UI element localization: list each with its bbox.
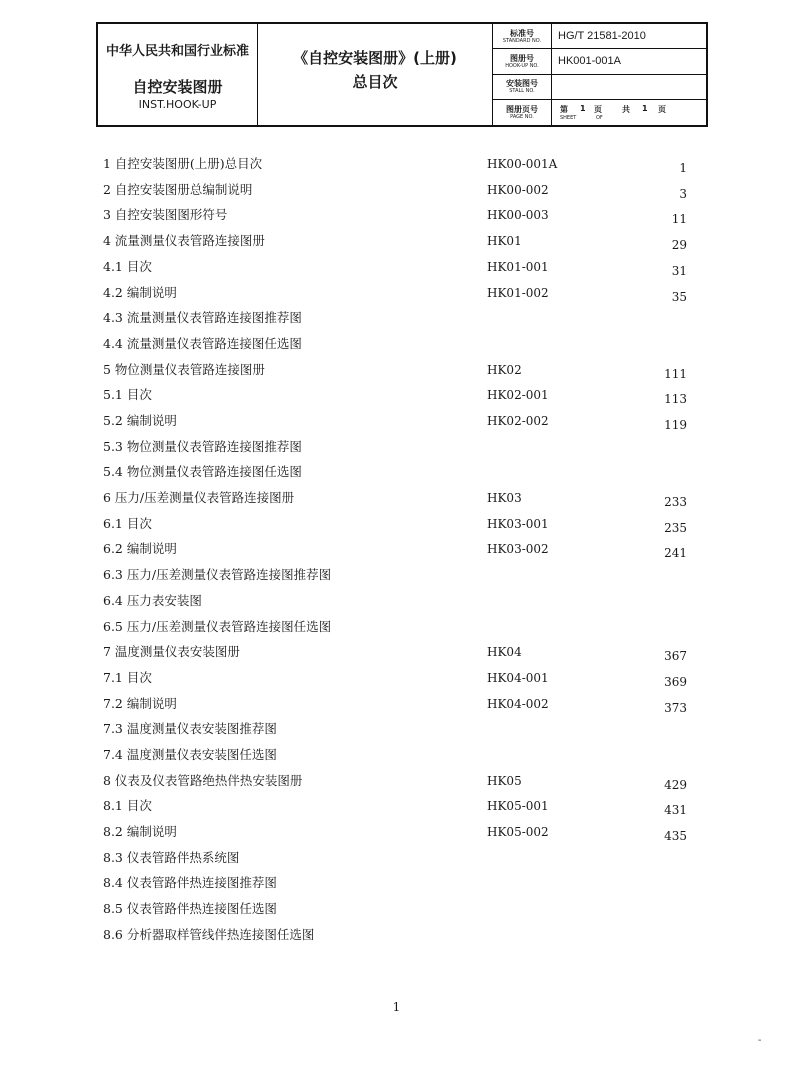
- stall-no-label: 安装图号 STALL NO.: [493, 75, 552, 100]
- toc-entry-title: 6.5 压力/压差测量仪表管路连接图任选图: [103, 619, 332, 634]
- toc-entry-title: 5 物位测量仪表管路连接图册: [103, 362, 265, 377]
- toc-entry-page: 1: [679, 161, 687, 175]
- toc-entry-code: HK02-002: [487, 414, 549, 428]
- toc-entry: [0, 668, 793, 688]
- toc-entry-code: HK00-002: [487, 183, 549, 197]
- toc-entry: [0, 539, 793, 559]
- toc-entry-code: HK01-001: [487, 260, 549, 274]
- series-name-en: INST.HOOK-UP: [138, 98, 217, 111]
- toc-entry-page: 373: [664, 701, 687, 715]
- toc-entry-code: HK01: [487, 234, 522, 248]
- standard-no-label: 标准号 STANDARD NO.: [493, 24, 552, 49]
- org-name: 中华人民共和国行业标准: [105, 44, 249, 59]
- sheet-info: 第 1 页 共 1 页 SHEET OF: [560, 103, 666, 121]
- title-block: [96, 22, 708, 127]
- toc-entry-title: 7 温度测量仪表安装图册: [103, 644, 240, 659]
- toc-entry-title: 4.3 流量测量仪表管路连接图推荐图: [103, 310, 302, 325]
- toc-entry-title: 8.5 仪表管路伴热连接图任选图: [103, 901, 277, 916]
- page-number: 1: [392, 1000, 401, 1014]
- toc-entry-title: 6 压力/压差测量仪表管路连接图册: [103, 490, 295, 505]
- hookup-no-value: HK001-001A: [552, 49, 706, 74]
- toc-entry: [0, 385, 793, 405]
- toc-entry: [0, 462, 793, 482]
- toc-entry-title: 6.1 目次: [103, 516, 152, 531]
- toc-entry: [0, 873, 793, 893]
- toc-entry-code: HK01-002: [487, 286, 549, 300]
- toc-entry-title: 7.3 温度测量仪表安装图推荐图: [103, 721, 277, 736]
- toc-entry-page: 435: [664, 829, 687, 843]
- toc-entry-code: HK03: [487, 491, 522, 505]
- toc-entry-title: 5.4 物位测量仪表管路连接图任选图: [103, 464, 302, 479]
- toc-entry: [0, 925, 793, 945]
- toc-entry: [0, 514, 793, 534]
- toc-entry: [0, 283, 793, 303]
- toc-entry-code: HK02: [487, 363, 522, 377]
- toc-entry-code: HK03-001: [487, 517, 549, 531]
- toc-entry: [0, 617, 793, 637]
- toc-entry: [0, 694, 793, 714]
- toc-entry: [0, 796, 793, 816]
- toc-entry: [0, 180, 793, 200]
- toc-entry: [0, 360, 793, 380]
- toc-entry-title: 5.3 物位测量仪表管路连接图推荐图: [103, 439, 302, 454]
- toc-entry-code: HK04-001: [487, 671, 549, 685]
- toc-entry: [0, 642, 793, 662]
- toc-entry-title: 1 自控安装图册(上册)总目次: [103, 156, 263, 171]
- document-subtitle: 总目次: [352, 73, 398, 91]
- title-block-center: [258, 24, 493, 125]
- toc-entry-title: 4.1 目次: [103, 259, 152, 274]
- toc-entry: [0, 591, 793, 611]
- toc-entry-title: 5.1 目次: [103, 387, 152, 402]
- toc-entry: [0, 899, 793, 919]
- toc-entry-page: 29: [671, 238, 687, 252]
- toc-entry-title: 7.2 编制说明: [103, 696, 177, 711]
- toc-entry-page: 11: [671, 212, 687, 226]
- page-no-label: 图册页号 PAGE NO.: [493, 100, 552, 125]
- document-title: 《自控安装图册》(上册): [293, 49, 457, 67]
- toc-entry-code: HK05-001: [487, 799, 549, 813]
- toc-entry-page: 367: [664, 649, 687, 663]
- toc-entry-page: 233: [664, 495, 687, 509]
- toc-entry-code: HK00-001A: [487, 157, 558, 171]
- toc-entry-code: HK04-002: [487, 697, 549, 711]
- title-block-left: [98, 24, 258, 125]
- toc-entry-title: 2 自控安装图册总编制说明: [103, 182, 253, 197]
- toc-entry-code: HK05: [487, 774, 522, 788]
- toc-entry-title: 8.3 仪表管路伴热系统图: [103, 850, 240, 865]
- toc-entry-title: 4 流量测量仪表管路连接图册: [103, 233, 265, 248]
- corner-mark: -: [758, 1035, 762, 1046]
- toc-entry: [0, 771, 793, 791]
- toc-entry-page: 429: [664, 778, 687, 792]
- toc-entry-code: HK04: [487, 645, 522, 659]
- toc-entry-page: 3: [679, 187, 687, 201]
- toc-entry-title: 8 仪表及仪表管路绝热伴热安装图册: [103, 773, 303, 788]
- toc-entry: [0, 719, 793, 739]
- toc-entry-title: 8.2 编制说明: [103, 824, 177, 839]
- toc-entry-page: 119: [664, 418, 687, 432]
- toc-entry: [0, 205, 793, 225]
- toc-entry-code: HK02-001: [487, 388, 549, 402]
- toc-entry-page: 241: [664, 546, 687, 560]
- toc-entry-title: 4.4 流量测量仪表管路连接图任选图: [103, 336, 302, 351]
- toc-entry: [0, 745, 793, 765]
- toc-entry-title: 8.6 分析器取样管线伴热连接图任选图: [103, 927, 315, 942]
- toc-entry-page: 235: [664, 521, 687, 535]
- toc-entry-page: 111: [664, 367, 687, 381]
- toc-entry: [0, 257, 793, 277]
- toc-entry-title: 7.4 温度测量仪表安装图任选图: [103, 747, 277, 762]
- toc-entry: [0, 231, 793, 251]
- toc-entry: [0, 308, 793, 328]
- toc-entry: [0, 437, 793, 457]
- toc-entry: [0, 411, 793, 431]
- toc-entry-title: 5.2 编制说明: [103, 413, 177, 428]
- toc-entry-page: 369: [664, 675, 687, 689]
- stall-no-value: [552, 75, 706, 100]
- toc-entry-page: 35: [671, 290, 687, 304]
- toc-entry: [0, 154, 793, 174]
- standard-no-value: HG/T 21581-2010: [552, 24, 706, 49]
- toc-entry-title: 8.4 仪表管路伴热连接图推荐图: [103, 875, 277, 890]
- toc-entry-page: 431: [664, 803, 687, 817]
- toc-entry: [0, 334, 793, 354]
- toc-entry-page: 31: [671, 264, 687, 278]
- toc-entry: [0, 488, 793, 508]
- toc-entry-title: 6.3 压力/压差测量仪表管路连接图推荐图: [103, 567, 332, 582]
- toc-entry-title: 8.1 目次: [103, 798, 152, 813]
- toc-entry: [0, 848, 793, 868]
- toc-entry: [0, 822, 793, 842]
- toc-entry-title: 3 自控安装图图形符号: [103, 207, 228, 222]
- toc-entry-page: 113: [664, 392, 687, 406]
- series-name-cn: 自控安装图册: [132, 78, 223, 96]
- toc-entry-title: 7.1 目次: [103, 670, 152, 685]
- toc-entry-title: 6.4 压力表安装图: [103, 593, 202, 608]
- hookup-no-label: 图册号 HOOK-UP NO.: [493, 49, 552, 74]
- toc-entry-code: HK05-002: [487, 825, 549, 839]
- toc-entry-title: 6.2 编制说明: [103, 541, 177, 556]
- toc-entry-code: HK00-003: [487, 208, 549, 222]
- toc-entry: [0, 565, 793, 585]
- toc-entry-title: 4.2 编制说明: [103, 285, 177, 300]
- toc-entry-code: HK03-002: [487, 542, 549, 556]
